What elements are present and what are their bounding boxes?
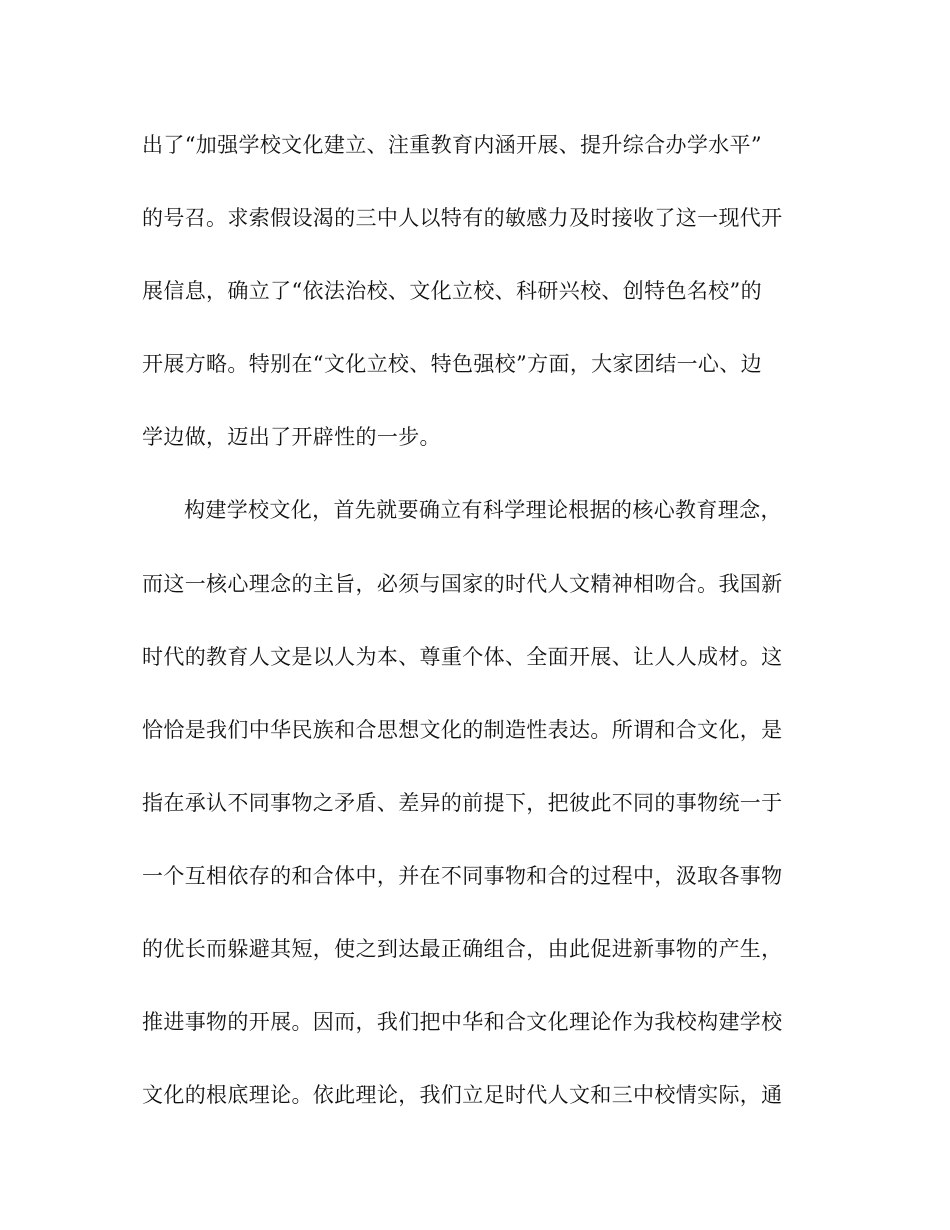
text-line-12: 的优长而躲避其短，使之到达最正确组合，由此促进新事物的产生， [142,937,783,961]
text-line-3: 展信息，确立了“依法治校、文化立校、科研兴校、创特色名校”的 [142,279,762,303]
text-line-4: 开展方略。特别在“文化立校、特色强校”方面，大家团结一心、边 [142,352,762,376]
text-line-11: 一个互相依存的和合体中，并在不同事物和合的过程中，汲取各事物 [142,864,783,888]
text-line-8: 时代的教育人文是以人为本、尊重个体、全面开展、让人人成材。这 [142,645,783,669]
text-line-14: 文化的根底理论。依此理论，我们立足时代人文和三中校情实际，通 [142,1083,783,1107]
text-line-2: 的号召。求索假设渴的三中人以特有的敏感力及时接收了这一现代开 [142,206,783,230]
text-line-1: 出了“加强学校文化建立、注重教育内涵开展、提升综合办学水平” [142,133,762,157]
text-line-10: 指在承认不同事物之矛盾、差异的前提下，把彼此不同的事物统一于 [142,791,783,815]
text-line-13: 推进事物的开展。因而，我们把中华和合文化理论作为我校构建学校 [142,1010,783,1034]
text-line-9: 恰恰是我们中华民族和合思想文化的制造性表达。所谓和合文化，是 [142,718,783,742]
text-line-5: 学边做，迈出了开辟性的一步。 [142,425,441,449]
paragraph-2-first-line: 构建学校文化，首先就要确立有科学理论根据的核心教育理念， [184,498,782,522]
text-line-7: 而这一核心理念的主旨，必须与国家的时代人文精神相吻合。我国新 [142,572,783,596]
